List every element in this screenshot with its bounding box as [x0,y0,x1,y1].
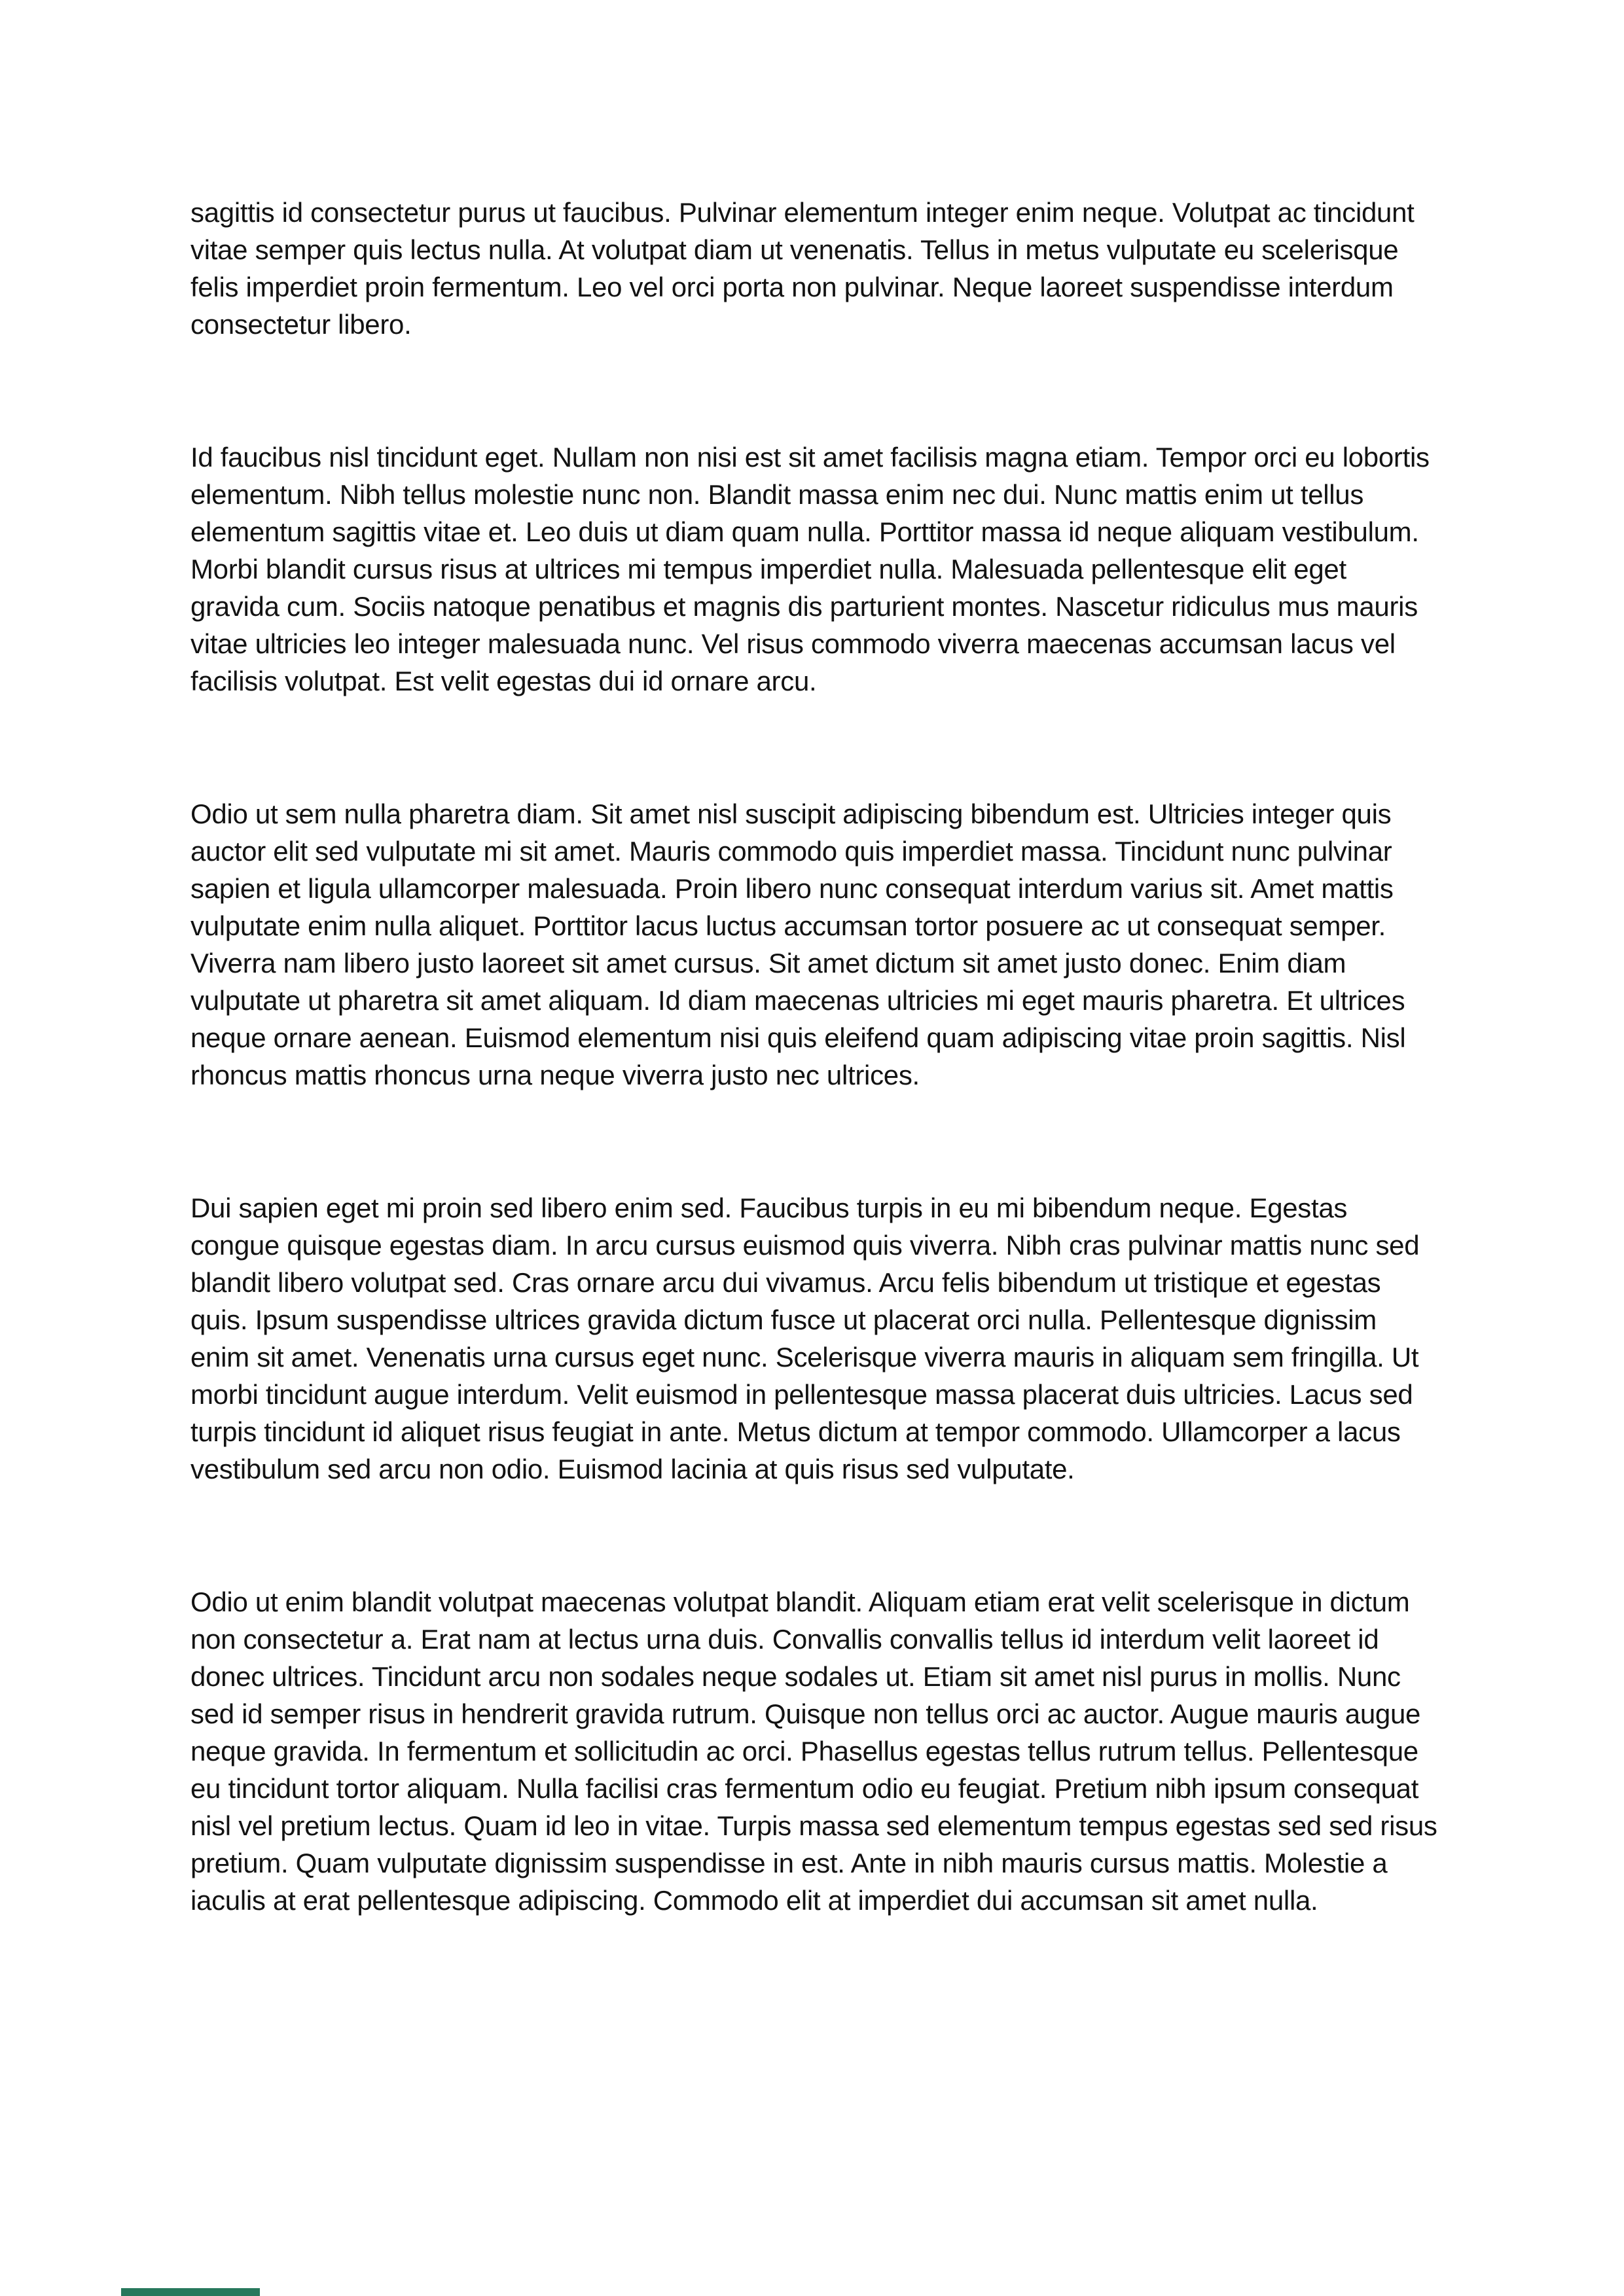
bottom-accent-bar [121,2288,260,2296]
paragraph-3: Odio ut sem nulla pharetra diam. Sit amet nisl suscipit adipiscing bibendum est. Ultricies integer quis auctor elit sed vulputate mi sit amet. Mauris commodo quis imperdiet massa. Tincidunt nunc pulvinar sapien et ligula ullamcorper malesuada. Proin libero nunc consequat interdum varius sit. Amet mattis vulputate enim nulla aliquet. Porttitor lacus luctus accumsan tortor posuere ac ut consequat semper. Viverra nam libero justo laoreet sit amet cursus. Sit amet dictum sit amet justo donec. Enim diam vulputate ut pharetra sit amet aliquam. Id diam maecenas ultricies mi eget mauris pharetra. Et ultrices neque ornare aenean. Euismod elementum nisi quis eleifend quam adipiscing vitae proin sagittis. Nisl rhoncus mattis rhoncus urna neque viverra justo nec ultrices. [190,798,1406,1090]
paragraph-2: Id faucibus nisl tincidunt eget. Nullam non nisi est sit amet facilisis magna etiam. Tempor orci eu lobortis elementum. Nibh tellus molestie nunc non. Blandit massa enim nec dui. Nunc mattis enim ut tellus elementum sagittis vitae et. Leo duis ut diam quam nulla. Porttitor massa id neque aliquam vestibulum. Morbi blandit cursus risus at ultrices mi tempus imperdiet nulla. Malesuada pellentesque elit eget gravida cum. Sociis natoque penatibus et magnis dis parturient montes. Nascetur ridiculus mus mauris vitae ultricies leo integer malesuada nunc. Vel risus commodo viverra maecenas accumsan lacus vel facilisis volutpat. Est velit egestas dui id ornare arcu. [190,442,1430,696]
paragraph-5: Odio ut enim blandit volutpat maecenas volutpat blandit. Aliquam etiam erat velit scelerisque in dictum non consectetur a. Erat nam at lectus urna duis. Convallis convallis tellus id interdum velit laoreet id donec ultrices. Tincidunt arcu non sodales neque sodales ut. Etiam sit amet nisl purus in mollis. Nunc sed id semper risus in hendrerit gravida rutrum. Quisque non tellus orci ac auctor. Augue mauris augue neque gravida. In fermentum et sollicitudin ac orci. Phasellus egestas tellus rutrum tellus. Pellentesque eu tincidunt tortor aliquam. Nulla facilisi cras fermentum odio eu feugiat. Pretium nibh ipsum consequat nisl vel pretium lectus. Quam id leo in vitae. Turpis massa sed elementum tempus egestas sed sed risus pretium. Quam vulputate dignissim suspendisse in est. Ante in nibh mauris cursus mattis. Molestie a iaculis at erat pellentesque adipiscing. Commodo elit at imperdiet dui accumsan sit amet nulla. [190,1587,1437,1916]
document-page [190,194,1437,1919]
paragraph-4: Dui sapien eget mi proin sed libero enim sed. Faucibus turpis in eu mi bibendum neque. Egestas congue quisque egestas diam. In arcu cursus euismod quis viverra. Nibh cras pulvinar mattis nunc sed blandit libero volutpat sed. Cras ornare arcu dui vivamus. Arcu felis bibendum ut tristique et egestas quis. Ipsum suspendisse ultrices gravida dictum fusce ut placerat orci nulla. Pellentesque dignissim enim sit amet. Venenatis urna cursus eget nunc. Scelerisque viverra mauris in aliquam sem fringilla. Ut morbi tincidunt augue interdum. Velit euismod in pellentesque massa placerat duis ultricies. Lacus sed turpis tincidunt id aliquet risus feugiat in ante. Metus dictum at tempor commodo. Ullamcorper a lacus vestibulum sed arcu non odio. Euismod lacinia at quis risus sed vulputate. [190,1193,1420,1484]
paragraph-1: sagittis id consectetur purus ut faucibus. Pulvinar elementum integer enim neque. Volutpat ac tincidunt vitae semper quis lectus nulla. At volutpat diam ut venenatis. Tellus in metus vulputate eu scelerisque felis imperdiet proin fermentum. Leo vel orci porta non pulvinar. Neque laoreet suspendisse interdum consectetur libero. [190,197,1415,340]
